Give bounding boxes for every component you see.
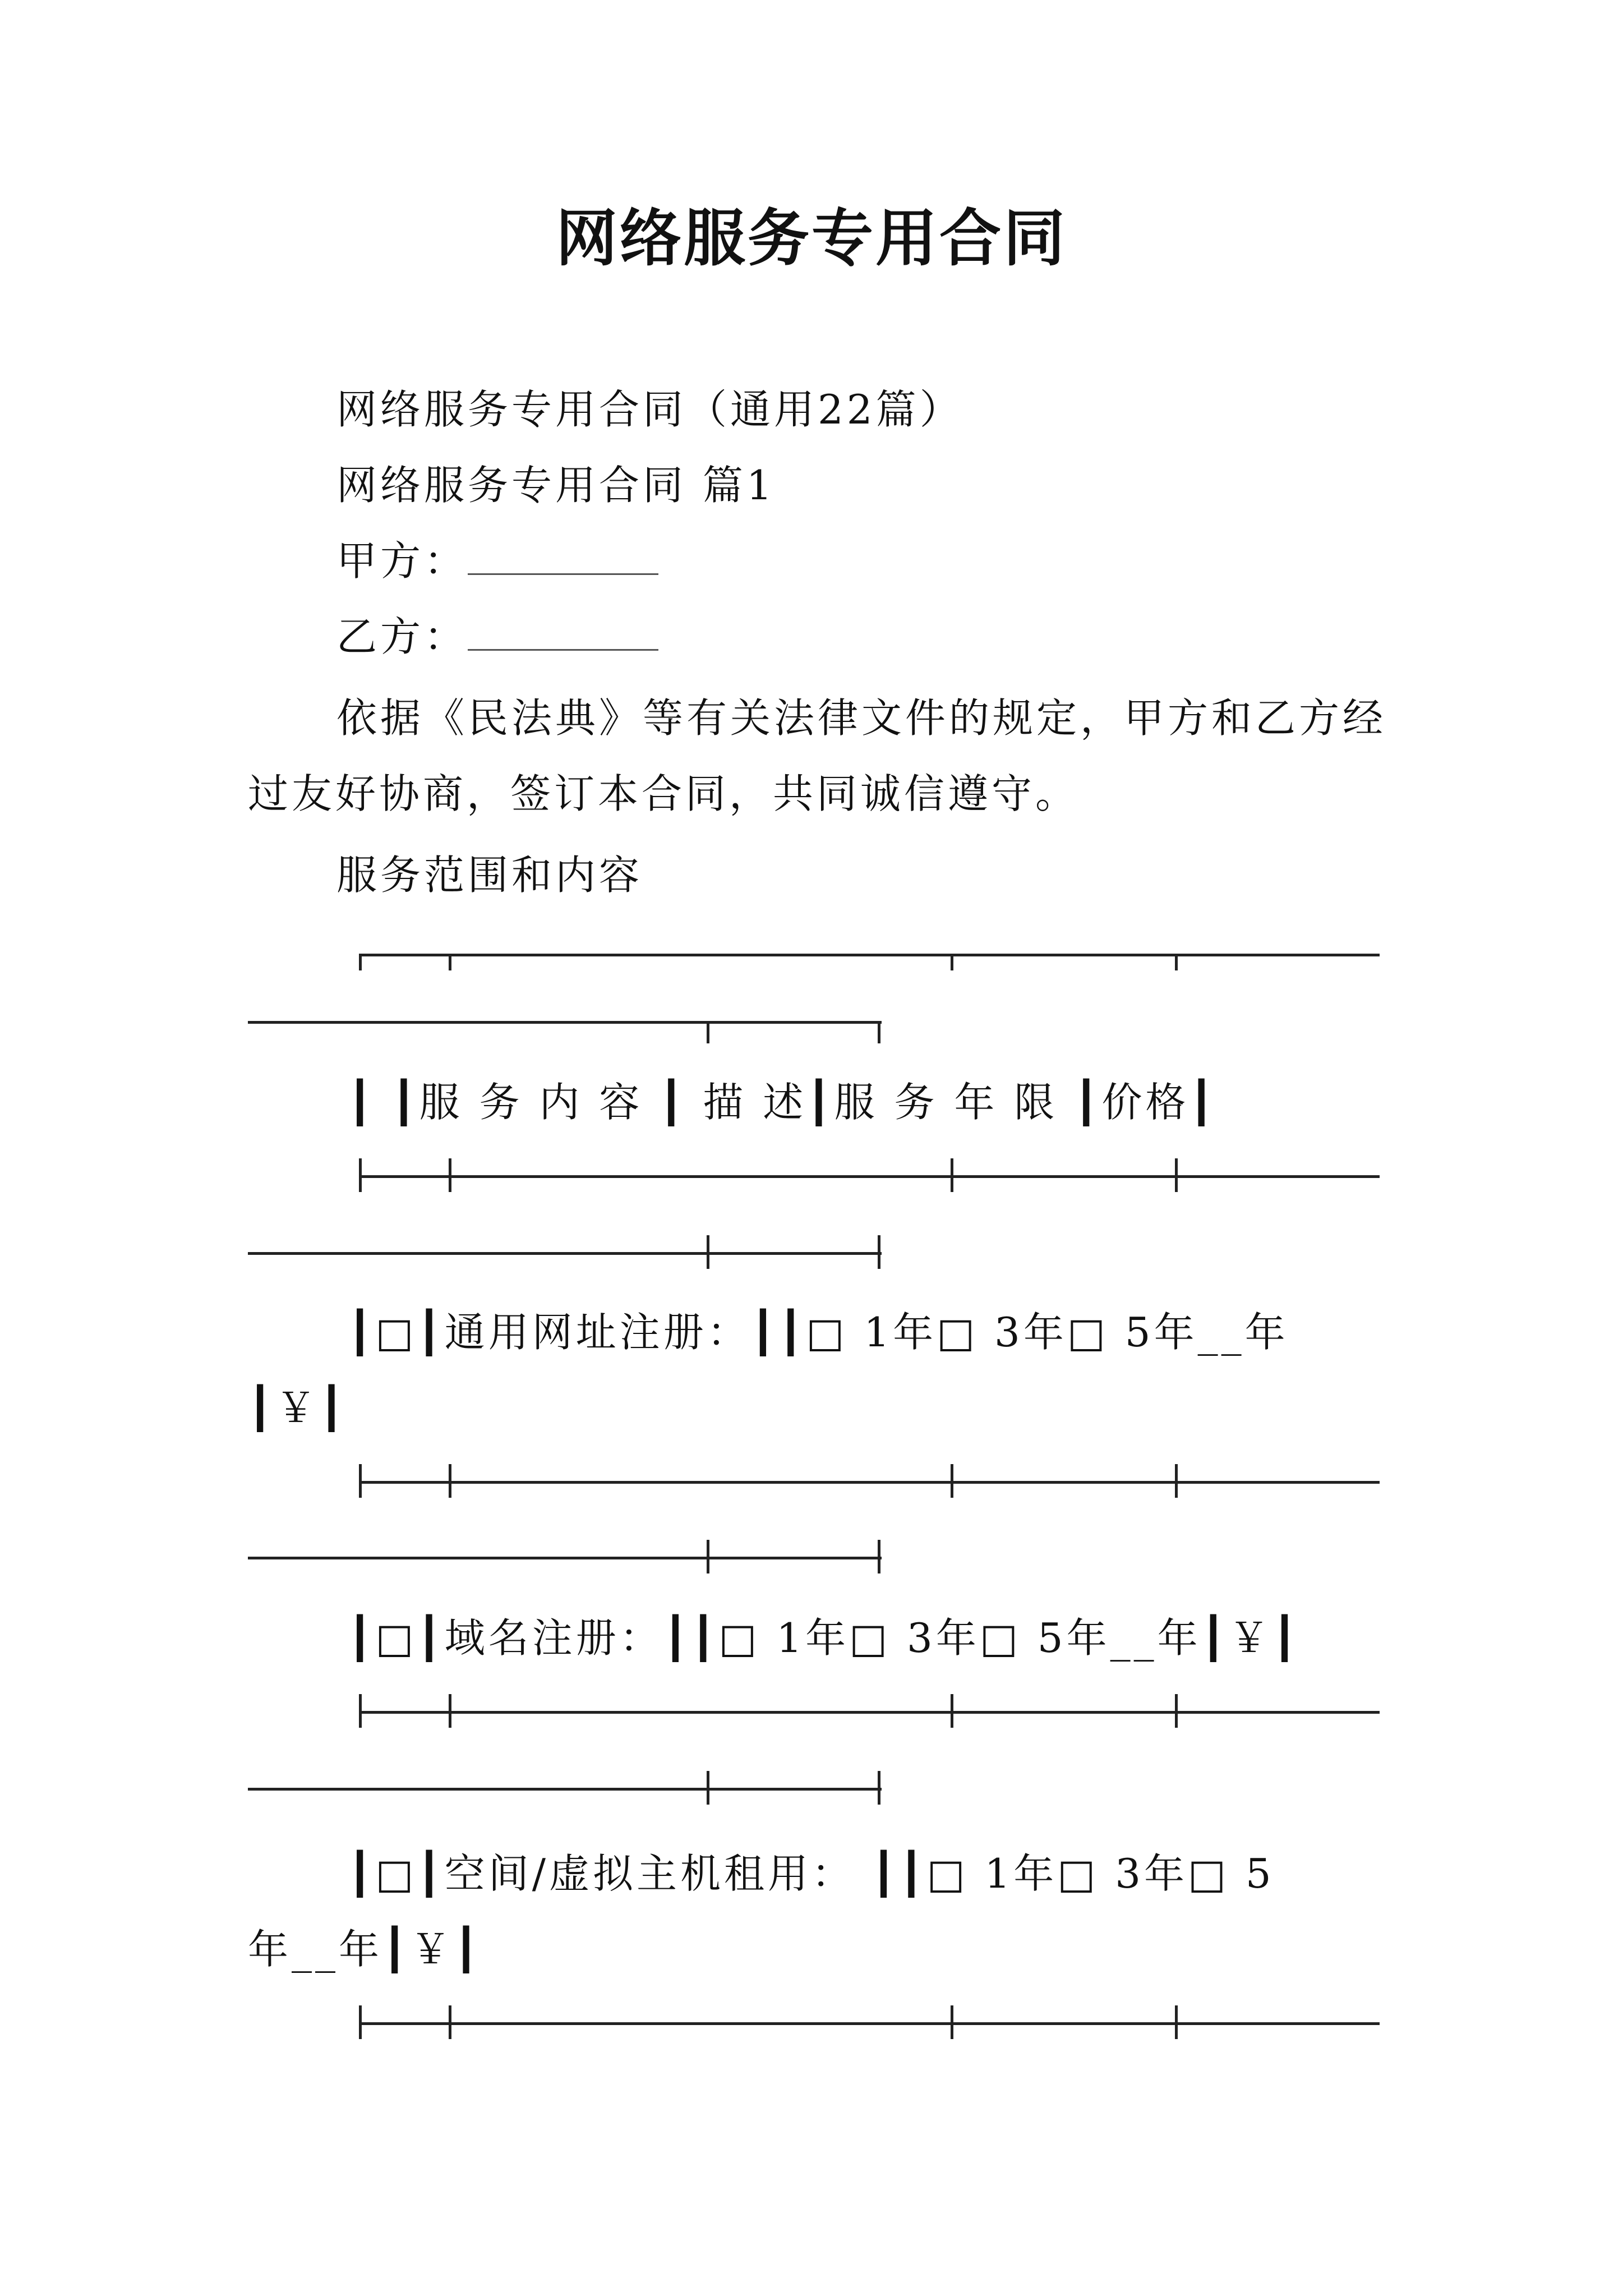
table-row-separator [359, 1711, 1380, 1714]
table-header-row: ┃ ┃服 务 内 容 ┃ 描 述┃服 务 年 限 ┃价格┃ [348, 1079, 1217, 1126]
table-separator-tick [707, 1540, 709, 1573]
table-top-tick [707, 1021, 709, 1043]
table-separator-tick [1175, 1464, 1178, 1498]
table-row-domain-registration: ┃□┃域名注册：┃┃□ 1年□ 3年□ 5年__年┃￥┃ [348, 1614, 1301, 1662]
table-separator-tick [449, 1694, 451, 1728]
table-separator-tick [1175, 1158, 1178, 1192]
table-row-separator-wrap [248, 1557, 882, 1559]
table-row-virtual-host-cont: 年__年┃￥┃ [248, 1926, 482, 1973]
table-separator-tick [951, 1464, 953, 1498]
table-separator-tick [951, 1158, 953, 1192]
document-title: 网络服务专用合同 [556, 202, 1067, 274]
intro-paragraph-line-2: 过友好协商，签订本合同，共同诚信遵守。 [248, 770, 1080, 817]
table-row-url-registration-cont: ┃￥┃ [248, 1384, 347, 1432]
table-separator-tick [878, 1540, 880, 1573]
document-subtitle: 网络服务专用合同（通用22篇） [336, 386, 963, 433]
table-separator-tick [449, 2005, 451, 2039]
table-separator-tick [878, 1235, 880, 1269]
table-row-virtual-host: ┃□┃空间/虚拟主机租用： ┃┃□ 1年□ 3年□ 5 [348, 1850, 1275, 1897]
intro-paragraph-line-1: 依据《民法典》等有关法律文件的规定，甲方和乙方经 [336, 694, 1387, 742]
party-b-blank[interactable] [468, 610, 658, 651]
table-separator-tick [878, 1771, 880, 1805]
table-separator-tick [951, 2005, 953, 2039]
table-separator-tick [359, 1464, 362, 1498]
party-a-label: 甲方： [336, 537, 468, 585]
table-row-separator-wrap [248, 1252, 882, 1255]
table-separator-tick [359, 1158, 362, 1192]
party-a-line [336, 533, 658, 589]
table-separator-tick [1175, 1694, 1178, 1728]
table-row-url-registration: ┃□┃通用网址注册：┃┃□ 1年□ 3年□ 5年__年 [348, 1309, 1289, 1356]
table-top-tick [1175, 954, 1178, 970]
scope-heading: 服务范围和内容 [336, 852, 643, 899]
table-separator-tick [707, 1235, 709, 1269]
party-a-blank[interactable] [468, 534, 658, 575]
table-separator-tick [359, 2005, 362, 2039]
table-top-border [359, 954, 1380, 956]
table-separator-tick [449, 1464, 451, 1498]
table-row-separator-wrap [248, 1788, 882, 1791]
table-row-separator [359, 1481, 1380, 1484]
table-row-separator [359, 2022, 1380, 2025]
party-b-label: 乙方： [336, 613, 468, 660]
table-row-separator [359, 1175, 1380, 1178]
table-top-border-wrap [248, 1021, 882, 1024]
section-heading: 网络服务专用合同 篇1 [336, 462, 776, 509]
table-separator-tick [1175, 2005, 1178, 2039]
table-separator-tick [707, 1771, 709, 1805]
table-separator-tick [951, 1694, 953, 1728]
table-top-tick [878, 1021, 880, 1043]
table-top-tick [449, 954, 451, 970]
table-separator-tick [449, 1158, 451, 1192]
table-separator-tick [359, 1694, 362, 1728]
table-top-tick [359, 954, 362, 970]
table-top-tick [951, 954, 953, 970]
party-b-line [336, 609, 658, 665]
